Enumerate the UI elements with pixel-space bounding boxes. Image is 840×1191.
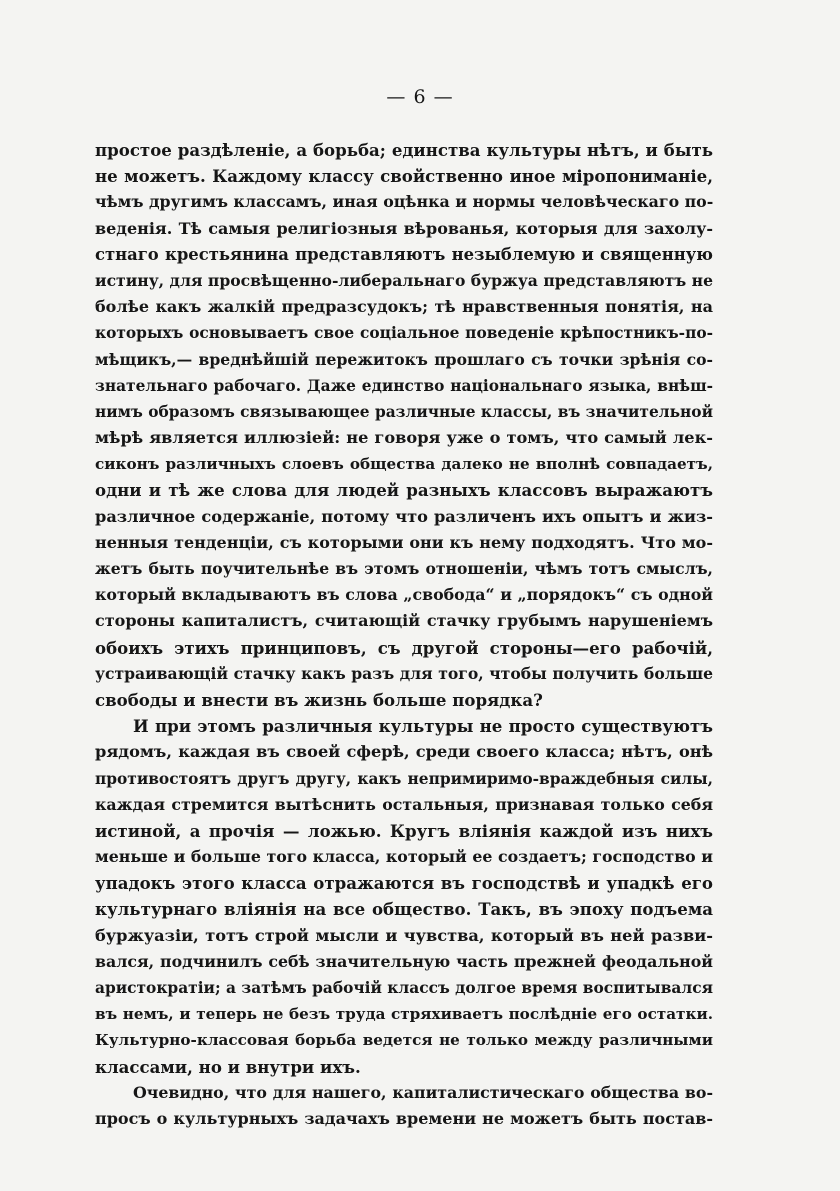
text-line: классами, но и внутри ихъ. bbox=[95, 1056, 361, 1077]
text-line: истиной, а прочія — ложью. Кругъ вліянія каждой изъ нихъ bbox=[95, 820, 713, 841]
text-line: жетъ быть поучительнѣе въ этомъ отношеніи, чѣмъ тотъ смыслъ, bbox=[95, 559, 713, 578]
page-number: — 6 — bbox=[386, 86, 454, 108]
text-line: знательнаго рабочаго. Даже единство національнаго языка, внѣш- bbox=[95, 376, 713, 395]
body-text bbox=[95, 137, 713, 1132]
text-line: который вкладываютъ въ слова „свобода“ и „порядокъ“ съ одной bbox=[95, 585, 713, 605]
text-line: веденія. Тѣ самыя религіозныя вѣрованья, которыя для захолу- bbox=[95, 218, 713, 238]
text-line: устраивающій стачку какъ разъ для того, чтобы получить больше bbox=[95, 663, 713, 683]
text-line: различное содержаніе, потому что различенъ ихъ опытъ и жиз- bbox=[95, 506, 713, 526]
text-line: упадокъ этого класса отражаются въ господствѣ и упадкѣ его bbox=[95, 873, 713, 894]
text-line: чѣмъ другимъ классамъ, иная оцѣнка и нормы человѣческаго по- bbox=[95, 192, 713, 212]
text-line: меньше и больше того класса, который ее создаетъ; господство и bbox=[95, 847, 713, 867]
text-line: Культурно-классовая борьба ведется не только между различными bbox=[95, 1031, 713, 1050]
text-line: буржуазіи, тотъ строй мысли и чувства, который въ ней разви- bbox=[95, 925, 713, 945]
text-line: ненныя тенденціи, съ которыми они къ нему подходятъ. Что мо- bbox=[95, 532, 713, 552]
text-line: стнаго крестьянина представляютъ незыблемую и священную bbox=[95, 244, 713, 264]
text-line: истину, для просвѣщенно-либеральнаго буржуа представляютъ не bbox=[95, 270, 713, 290]
text-line: культурнаго вліянія на все общество. Такъ, въ эпоху подъема bbox=[95, 899, 713, 920]
text-line: аристократіи; а затѣмъ рабочій классъ долгое время воспитывался bbox=[95, 979, 713, 997]
text-line: И при этомъ различныя культуры не просто существуютъ bbox=[133, 716, 713, 737]
text-line: Очевидно, что для нашего, капиталистическаго общества во- bbox=[133, 1082, 713, 1102]
text-line: болѣе какъ жалкій предразсудокъ; тѣ нравственныя понятія, на bbox=[95, 297, 713, 317]
text-line: мѣрѣ является иллюзіей: не говоря уже о томъ, что самый лек- bbox=[95, 428, 713, 448]
text-line: нимъ образомъ связывающее различные классы, въ значительной bbox=[95, 402, 713, 421]
text-line: въ немъ, и теперь не безъ труда стряхиваетъ послѣдніе его остатки. bbox=[95, 1005, 713, 1024]
text-line: рядомъ, каждая въ своей сферѣ, среди своего класса; нѣтъ, онѣ bbox=[95, 742, 713, 762]
text-line: вался, подчинилъ себѣ значительную часть прежней феодальной bbox=[95, 951, 713, 971]
text-line: просъ о культурныхъ задачахъ времени не можетъ быть постав- bbox=[95, 1108, 713, 1128]
text-line: каждая стремится вытѣснить остальныя, признавая только себя bbox=[95, 794, 713, 814]
text-line: сиконъ различныхъ слоевъ общества далеко не вполнѣ совпадаетъ, bbox=[95, 455, 713, 474]
text-line: одни и тѣ же слова для людей разныхъ классовъ выражаютъ bbox=[95, 480, 713, 501]
text-line: простое раздѣленіе, а борьба; единства культуры нѣтъ, и быть bbox=[95, 140, 713, 160]
text-line: свободы и внести въ жизнь больше порядка? bbox=[95, 689, 543, 710]
text-line: не можетъ. Каждому классу свойственно иное міропониманіе, bbox=[95, 166, 713, 187]
text-line: противостоятъ другъ другу, какъ непримиримо-враждебныя силы, bbox=[95, 769, 713, 788]
text-line: обоихъ этихъ принциповъ, съ другой стороны—его рабочій, bbox=[95, 637, 713, 658]
text-line: которыхъ основываетъ свое соціальное поведеніе крѣпостникъ-по- bbox=[95, 324, 713, 343]
text-line: мѣщикъ,— вреднѣйшій пережитокъ прошлаго съ точки зрѣнія со- bbox=[95, 349, 713, 369]
text-line: стороны капиталистъ, считающій стачку грубымъ нарушеніемъ bbox=[95, 611, 713, 631]
